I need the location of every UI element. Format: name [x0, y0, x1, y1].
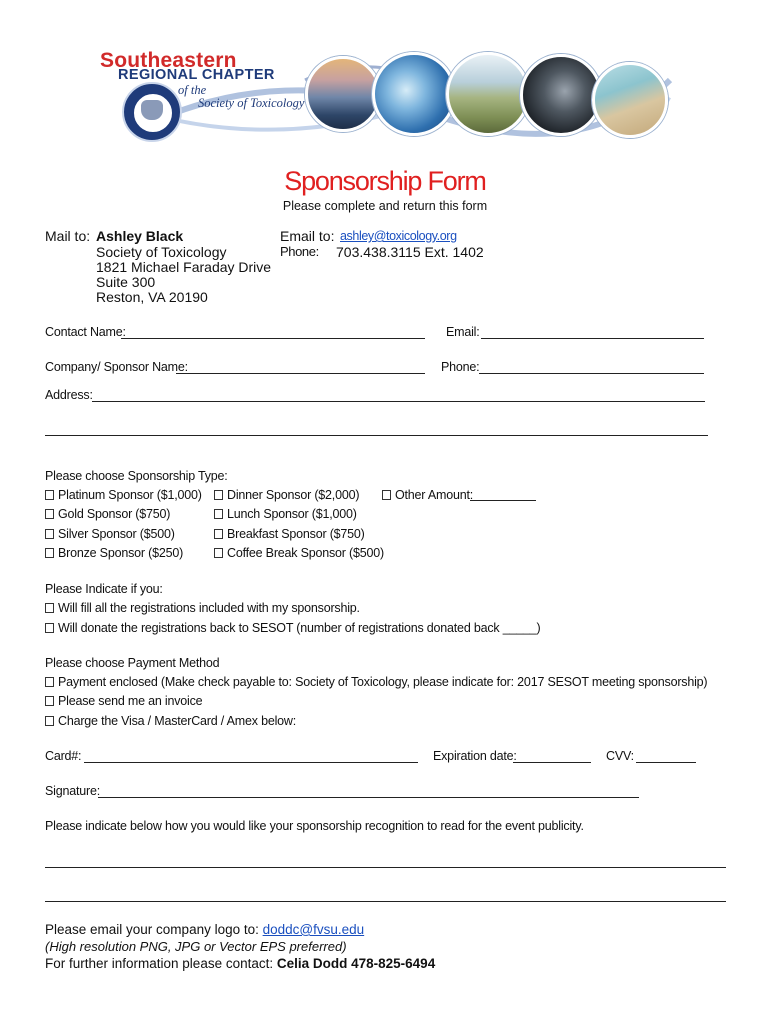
signature-field[interactable]: [98, 797, 639, 798]
photo-mountains: [305, 56, 381, 132]
indicate-option-fill[interactable]: Will fill all the registrations included with my sponsorship.: [45, 601, 360, 615]
sponsor-option-silver[interactable]: Silver Sponsor ($500): [45, 527, 175, 541]
indicate-option-donate[interactable]: Will donate the registrations back to SESOT (number of registrations donated back _____): [45, 621, 540, 635]
email-to-label: Email to:: [280, 228, 335, 244]
sponsor-option-dinner[interactable]: Dinner Sponsor ($2,000): [214, 488, 359, 502]
mail-to-label: Mail to:: [45, 228, 91, 244]
card-number-field[interactable]: [84, 762, 418, 763]
email-field[interactable]: [481, 338, 704, 339]
company-label: Company/ Sponsor Name:: [45, 360, 188, 374]
indicate-heading: Please Indicate if you:: [45, 582, 163, 596]
sponsor-option-coffee-break[interactable]: Coffee Break Sponsor ($500): [214, 546, 384, 560]
payment-option-enclosed[interactable]: Payment enclosed (Make check payable to: Society of Toxicology, please indicate for: 2017 SESOT meeting sponsorship): [45, 675, 707, 689]
phone-field-label: Phone:: [441, 360, 480, 374]
chapter-title-southeastern: Southeastern: [100, 49, 237, 72]
contact-name-label: Contact Name:: [45, 325, 126, 339]
photo-lab-glove: [372, 52, 456, 136]
sponsorship-heading: Please choose Sponsorship Type:: [45, 469, 228, 483]
address-field-line2[interactable]: [45, 435, 708, 436]
recognition-field-line1[interactable]: [45, 867, 726, 868]
checkbox-icon[interactable]: [45, 509, 54, 519]
cvv-field[interactable]: [636, 762, 696, 763]
signature-label: Signature:: [45, 784, 100, 798]
form-subtitle: Please complete and return this form: [282, 199, 488, 213]
chapter-title-society: Society of Toxicology: [198, 96, 305, 110]
phone-value: 703.438.3115 Ext. 1402: [336, 244, 484, 260]
payment-option-invoice[interactable]: Please send me an invoice: [45, 694, 202, 708]
sponsor-option-platinum[interactable]: Platinum Sponsor ($1,000): [45, 488, 202, 502]
checkbox-icon[interactable]: [214, 529, 223, 539]
photo-microscope: [520, 54, 602, 136]
card-number-label: Card#:: [45, 749, 82, 763]
photo-marsh: [446, 52, 530, 136]
mail-to-line3: Suite 300: [96, 274, 156, 290]
checkbox-icon[interactable]: [45, 529, 54, 539]
form-title: Sponsorship Form: [284, 166, 486, 196]
sponsor-option-lunch[interactable]: Lunch Sponsor ($1,000): [214, 507, 357, 521]
mail-to-line4: Reston, VA 20190: [96, 289, 208, 305]
contact-name-field[interactable]: [121, 338, 425, 339]
checkbox-icon[interactable]: [45, 677, 54, 687]
checkbox-icon[interactable]: [45, 603, 54, 613]
checkbox-icon[interactable]: [45, 623, 54, 633]
seal-year: 1984: [145, 126, 159, 132]
checkbox-icon[interactable]: [382, 490, 391, 500]
email-to-link[interactable]: ashley@toxicology.org: [340, 229, 457, 243]
phone-label: Phone:: [280, 244, 319, 259]
mail-to-line2: 1821 Michael Faraday Drive: [96, 259, 272, 275]
mail-to-name: Ashley Black: [96, 228, 184, 244]
footer-logo-prefix: Please email your company logo to:: [45, 922, 263, 937]
expiration-field[interactable]: [513, 762, 591, 763]
photo-beach: [592, 62, 668, 138]
mail-to-line1: Society of Toxicology: [96, 244, 227, 260]
chapter-title-of-the: of the: [178, 83, 207, 97]
checkbox-icon[interactable]: [45, 716, 54, 726]
footer-contact-line: [45, 956, 435, 971]
company-field[interactable]: [176, 373, 425, 374]
sponsor-option-gold[interactable]: Gold Sponsor ($750): [45, 507, 170, 521]
checkbox-icon[interactable]: [214, 548, 223, 558]
chapter-title-regional: REGIONAL CHAPTER: [118, 67, 275, 83]
email-field-label: Email:: [446, 325, 480, 339]
footer-logo-email[interactable]: doddc@fvsu.edu: [262, 922, 365, 937]
checkbox-icon[interactable]: [45, 696, 54, 706]
footer-contact-prefix: For further information please contact:: [45, 956, 277, 971]
chapter-seal: [122, 82, 182, 142]
address-field[interactable]: [92, 401, 705, 402]
sponsor-option-breakfast[interactable]: Breakfast Sponsor ($750): [214, 527, 365, 541]
footer-logo-line: [45, 922, 364, 937]
other-amount-field[interactable]: [470, 500, 536, 501]
cvv-label: CVV:: [606, 749, 634, 763]
phone-field[interactable]: [479, 373, 704, 374]
address-label: Address:: [45, 388, 93, 402]
payment-option-card[interactable]: Charge the Visa / MasterCard / Amex below:: [45, 714, 296, 728]
checkbox-icon[interactable]: [214, 509, 223, 519]
recognition-field-line2[interactable]: [45, 901, 726, 902]
checkbox-icon[interactable]: [45, 490, 54, 500]
recognition-instructions: Please indicate below how you would like your sponsorship recognition to read for the event publicity.: [45, 819, 584, 833]
sponsor-option-bronze[interactable]: Bronze Sponsor ($250): [45, 546, 183, 560]
payment-heading: Please choose Payment Method: [45, 656, 220, 670]
checkbox-icon[interactable]: [214, 490, 223, 500]
checkbox-icon[interactable]: [45, 548, 54, 558]
expiration-label: Expiration date:: [433, 749, 517, 763]
footer-format-note: (High resolution PNG, JPG or Vector EPS preferred): [45, 939, 347, 954]
sponsor-option-other[interactable]: Other Amount:: [382, 488, 473, 502]
footer-contact-name: Celia Dodd 478-825-6494: [276, 956, 436, 971]
